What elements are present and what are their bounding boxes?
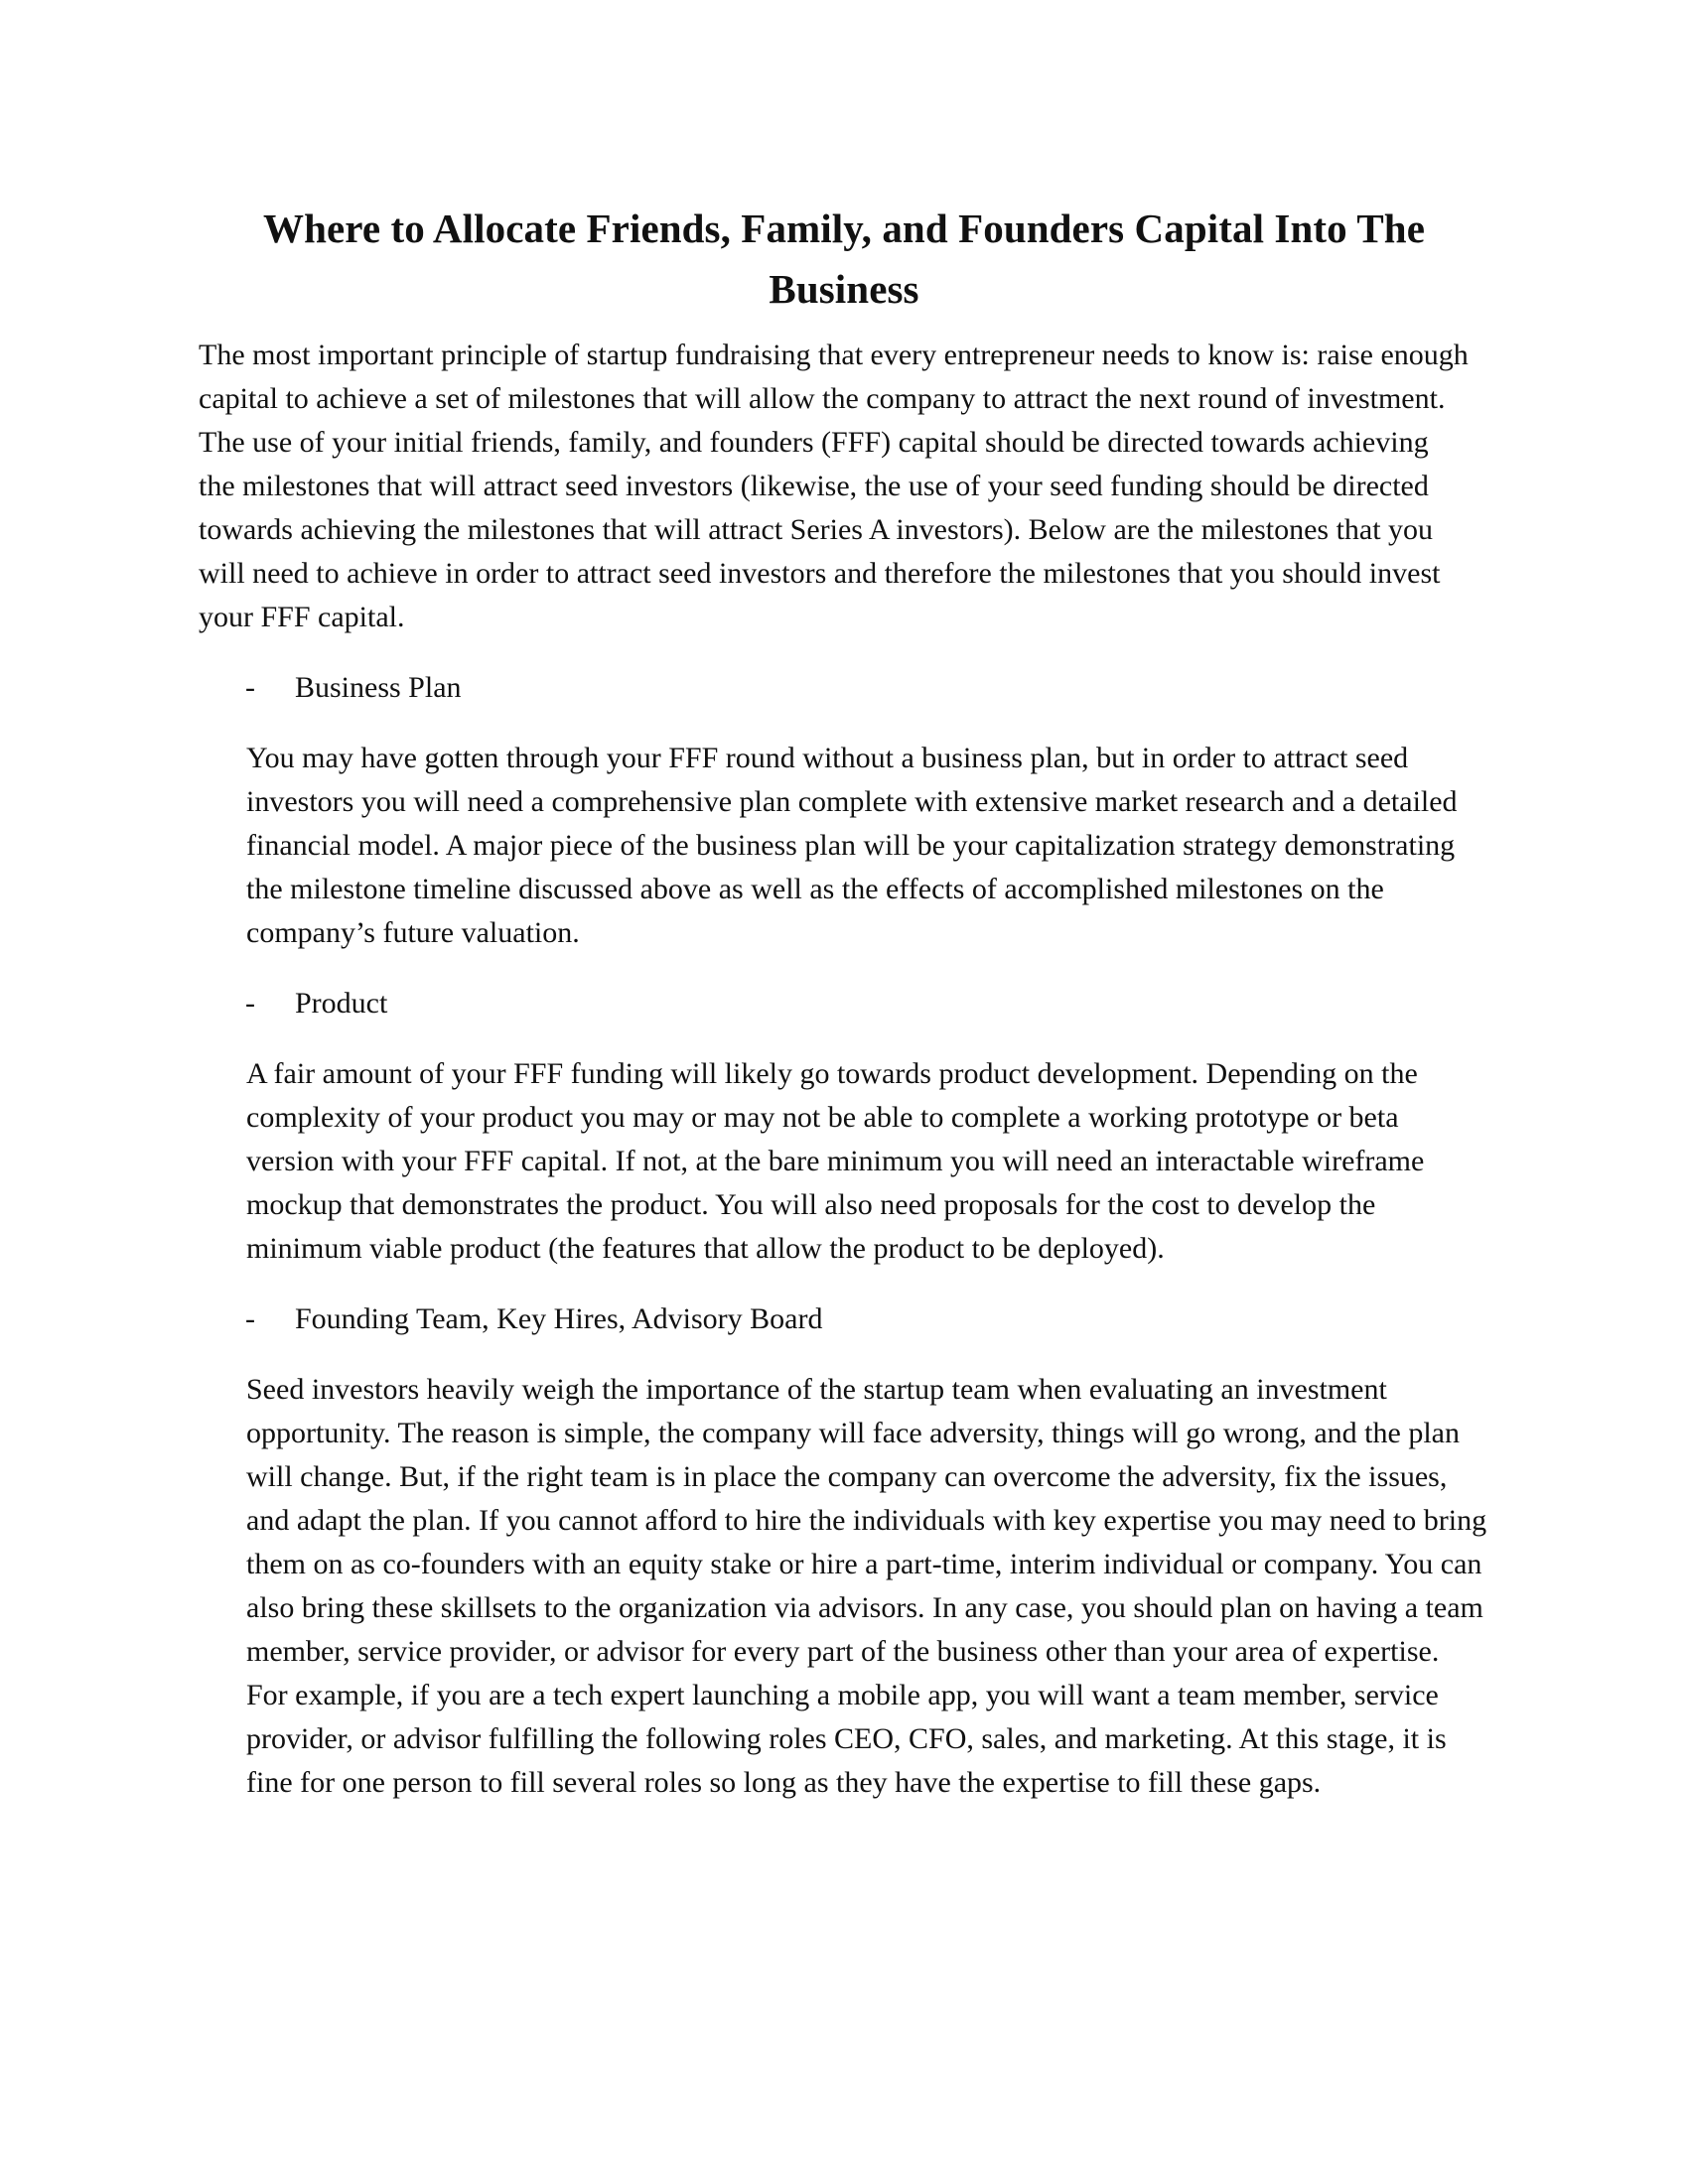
section-heading-label: Product <box>295 987 388 1020</box>
section-heading-label: Founding Team, Key Hires, Advisory Board <box>295 1302 823 1335</box>
section-heading-label: Business Plan <box>295 671 462 704</box>
section-heading-founding-team <box>245 1297 1489 1341</box>
section-body-product: A fair amount of your FFF funding will likely go towards product development. Depending on the complexity of your product you may or may not be able to complete a working prototype or beta version with your FFF capital. If not, at the bare minimum you will need an interactable wireframe mockup that demonstrates the product. You will also need proposals for the cost to develop the minimum viable product (the features that allow the product to be deployed). <box>246 1057 1425 1265</box>
intro-paragraph: The most important principle of startup fundraising that every entrepreneur needs to know is: raise enough capital to achieve a set of milestones that will allow the company to attract the next round of investment. The use of your initial friends, family, and founders (FFF) capital should be directed towards achieving the milestones that will attract seed investors (likewise, the use of your seed funding should be directed towards achieving the milestones that will attract Series A investors). Below are the milestones that you will need to achieve in order to attract seed investors and therefore the milestones that you should invest your FFF capital. <box>199 339 1469 633</box>
bullet-dash: - <box>245 987 255 1020</box>
document-title: Where to Allocate Friends, Family, and Founders Capital Into The Business <box>262 205 1425 312</box>
section-body-business-plan: You may have gotten through your FFF round without a business plan, but in order to attract seed investors you will need a comprehensive plan complete with extensive market research and a detailed financial model. A major piece of the business plan will be your capitalization strategy demonstrating the milestone timeline discussed above as well as the effects of accomplished milestones on the company’s future valuation. <box>246 742 1458 949</box>
section-heading-business-plan <box>245 666 1489 710</box>
document-page <box>199 199 1489 1805</box>
section-heading-product <box>245 982 1489 1025</box>
bullet-dash: - <box>245 1302 255 1335</box>
bullet-dash: - <box>245 671 255 704</box>
section-body-founding-team: Seed investors heavily weigh the importance of the startup team when evaluating an investment opportunity. The reason is simple, the company will face adversity, things will go wrong, and the plan will change. But, if the right team is in place the company can overcome the adversity, fix the issues, and adapt the plan. If you cannot afford to hire the individuals with key expertise you may need to bring them on as co-founders with an equity stake or hire a part-time, interim individual or company. You can also bring these skillsets to the organization via advisors. In any case, you should plan on having a team member, service provider, or advisor for every part of the business other than your area of expertise. For example, if you are a tech expert launching a mobile app, you will want a team member, service provider, or advisor fulfilling the following roles CEO, CFO, sales, and marketing. At this stage, it is fine for one person to fill several roles so long as they have the expertise to fill these gaps. <box>246 1373 1487 1799</box>
